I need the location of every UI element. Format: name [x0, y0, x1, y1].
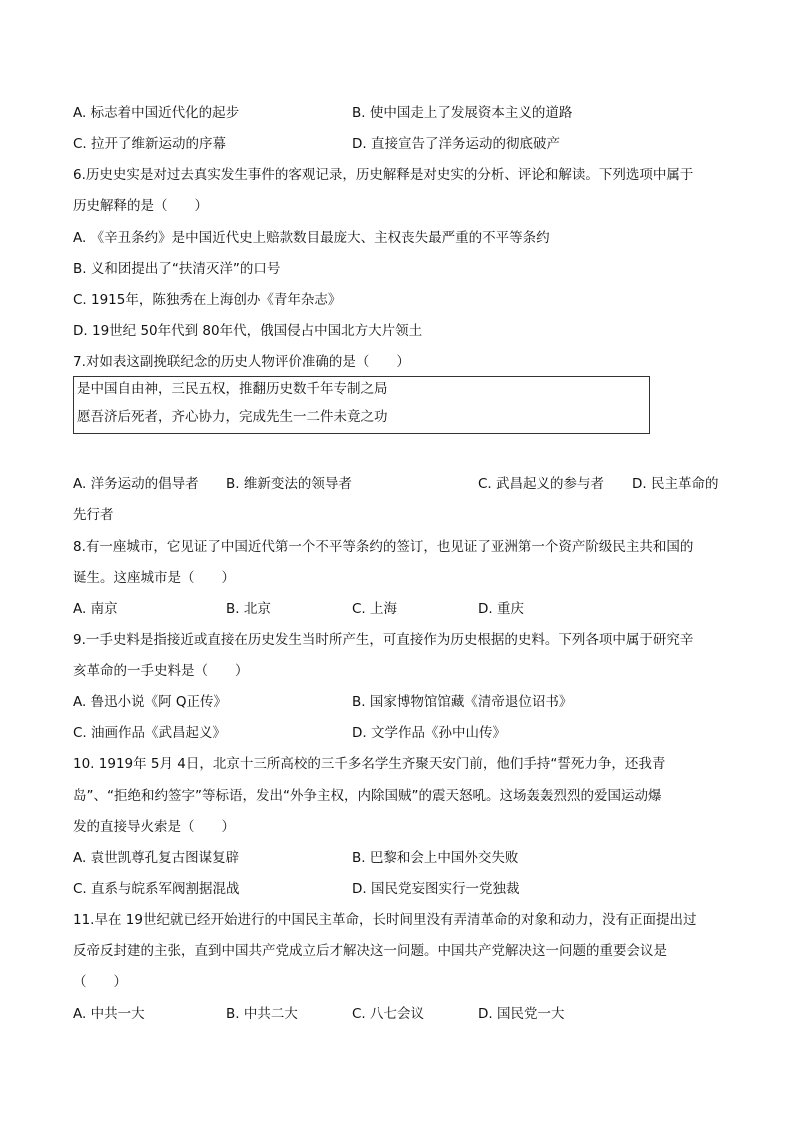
q9-option-c: C. 油画作品《武昌起义》 — [73, 725, 227, 741]
q6-stem-line-2: 历史解释的是（ ） — [73, 198, 208, 214]
q7-option-d: D. 民主革命的 — [632, 476, 719, 492]
q6-option-b: B. 义和团提出了“扶清灭洋”的口号 — [73, 261, 281, 277]
q9-stem-line-2: 亥革命的一手史料是（ ） — [73, 663, 249, 679]
q7-option-a: A. 洋务运动的倡导者 — [73, 476, 199, 492]
q9-option-d: D. 文学作品《孙中山传》 — [352, 725, 506, 741]
q11-option-b: B. 中共二大 — [226, 1006, 298, 1022]
q5-option-c: C. 拉开了维新运动的序幕 — [73, 136, 227, 152]
q8-option-c: C. 上海 — [352, 601, 398, 617]
q5-option-b: B. 使中国走上了发展资本主义的道路 — [352, 105, 573, 121]
q8-stem-line-2: 诞生。这座城市是（ ） — [73, 570, 235, 586]
q11-stem-line-3: （ ） — [73, 974, 127, 990]
q10-stem-line-2: 岛”、“拒绝和约签字”等标语，发出“外争主权，内除国贼”的震天怒吼。这场轰轰烈烈的爱国运动爆 — [73, 788, 662, 804]
q10-option-a: A. 袁世凯尊孔复古图谋复辟 — [73, 850, 240, 866]
q6-option-a: A. 《辛丑条约》是中国近代史上赔款数目最庞大、主权丧失最严重的不平等条约 — [73, 230, 550, 246]
q8-option-d: D. 重庆 — [478, 601, 524, 617]
q5-option-d: D. 直接宣告了洋务运动的彻底破产 — [352, 136, 560, 152]
q8-option-a: A. 南京 — [73, 601, 118, 617]
q11-option-d: D. 国民党一大 — [478, 1006, 565, 1022]
q10-option-c: C. 直系与皖系军阀割据混战 — [73, 881, 240, 897]
q7-option-c: C. 武昌起义的参与者 — [478, 476, 605, 492]
q9-option-a: A. 鲁迅小说《阿 Q正传》 — [73, 694, 227, 710]
q10-option-d: D. 国民党妄图实行一党独裁 — [352, 881, 520, 897]
q10-stem-line-1: 10. 1919年 5月 4日，北京十三所高校的三千多名学生齐聚天安门前，他们手持“誓死力争，还我青 — [73, 756, 666, 772]
q7-option-b: B. 维新变法的领导者 — [226, 476, 352, 492]
q11-option-c: C. 八七会议 — [352, 1006, 425, 1022]
q7-couplet-line-2: 愿吾济后死者，齐心协力，完成先生一二件未竟之功 — [77, 409, 388, 425]
q10-stem-line-3: 发的直接导火索是（ ） — [73, 819, 235, 835]
q7-option-d-continuation: 先行者 — [73, 507, 114, 523]
q7-stem: 7.对如表这副挽联纪念的历史人物评价准确的是（ ） — [73, 354, 410, 370]
q9-stem-line-1: 9.一手史料是指接近或直接在历史发生当时所产生，可直接作为历史根据的史料。下列各项中属于研究辛 — [73, 632, 694, 648]
q11-option-a: A. 中共一大 — [73, 1006, 145, 1022]
q11-stem-line-1: 11.早在 19世纪就已经开始进行的中国民主革命，长时间里没有弄清革命的对象和动力，没有正面提出过 — [73, 912, 697, 928]
q6-option-c: C. 1915年，陈独秀在上海创办《青年杂志》 — [73, 292, 342, 308]
q11-stem-line-2: 反帝反封建的主张，直到中国共产党成立后才解决这一问题。中国共产党解决这一问题的重要会议是 — [73, 943, 667, 959]
q8-stem-line-1: 8.有一座城市，它见证了中国近代第一个不平等条约的签订，也见证了亚洲第一个资产阶级民主共和国的 — [73, 539, 694, 555]
q10-option-b: B. 巴黎和会上中国外交失败 — [352, 850, 519, 866]
q6-stem-line-1: 6.历史史实是对过去真实发生事件的客观记录，历史解释是对史实的分析、评论和解读。下列选项中属于 — [73, 167, 694, 183]
q7-couplet-line-1: 是中国自由神，三民五权，推翻历史数千年专制之局 — [77, 381, 388, 397]
q8-option-b: B. 北京 — [226, 601, 271, 617]
q5-option-a: A. 标志着中国近代化的起步 — [73, 105, 240, 121]
q7-couplet-box — [73, 376, 650, 434]
q6-option-d: D. 19世纪 50年代到 80年代，俄国侵占中国北方大片领土 — [73, 323, 423, 339]
q9-option-b: B. 国家博物馆馆藏《清帝退位诏书》 — [352, 694, 573, 710]
